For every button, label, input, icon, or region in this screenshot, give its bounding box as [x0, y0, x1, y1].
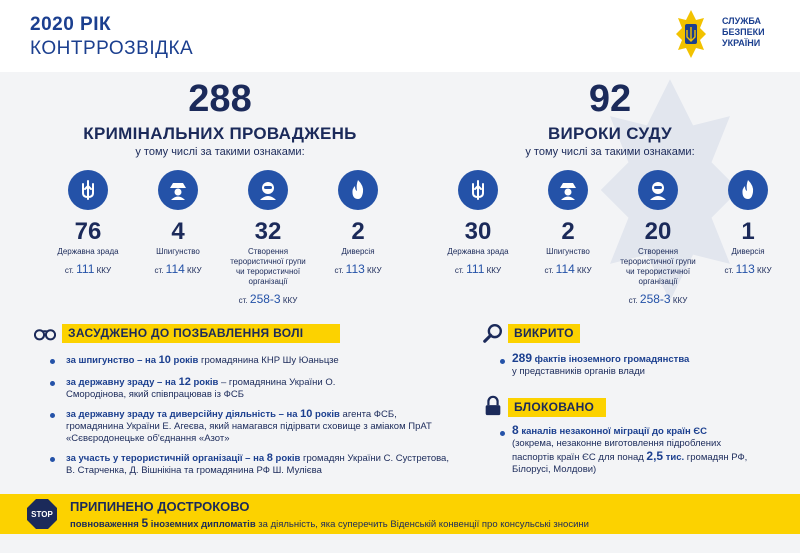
convicted-item	[66, 452, 456, 477]
stat-article	[308, 262, 408, 276]
stat-article	[608, 292, 708, 306]
convicted-item-unit: років	[272, 453, 301, 464]
convicted-item-unit: років	[170, 355, 199, 366]
blocked-rest-2: громадян РФ, Білорусі, Молдови)	[512, 452, 748, 475]
convicted-heading: ЗАСУДЖЕНО ДО ПОЗБАВЛЕННЯ ВОЛІ	[62, 324, 340, 343]
exposed-rest: у представників органів влади	[512, 366, 645, 377]
convicted-item-lead: за шпигунство – на	[66, 355, 159, 366]
convicted-item-years: 10	[158, 354, 171, 366]
stopped-text	[70, 516, 589, 530]
article-number: 111	[466, 262, 485, 276]
convicted-item	[66, 354, 446, 367]
verdicts-label: ВИРОКИ СУДУ	[547, 124, 673, 143]
stat-article	[428, 262, 528, 276]
trident-icon-badge	[68, 170, 108, 210]
logo-text-line: БЕЗПЕКИ	[722, 27, 765, 37]
spy-icon-badge	[548, 170, 588, 210]
convicted-item-years: 12	[178, 376, 191, 388]
stat-description: Державна зрада	[57, 247, 119, 256]
blocked-bold-2: тис.	[663, 452, 685, 463]
convicted-item	[66, 376, 396, 401]
article-suffix: ККУ	[672, 296, 688, 305]
article-number: 258-3	[249, 292, 281, 306]
convicted-item-unit: років	[190, 377, 219, 388]
stat-value: 76	[74, 218, 102, 245]
article-suffix: ККУ	[282, 296, 298, 305]
convicted-item-text: громадян України С. Сустретова, В. Старченка, Д. Вішнікіна та громадянина РФ Ш. Мулієва	[66, 453, 449, 476]
article-number: 111	[76, 262, 95, 276]
trident-icon	[466, 178, 490, 202]
article-prefix: ст.	[544, 266, 554, 275]
criminal-cases-total: 288	[188, 78, 252, 120]
list-bullet	[50, 381, 55, 386]
stat-value: 30	[464, 218, 492, 245]
spy-icon	[556, 178, 580, 202]
list-bullet	[50, 413, 55, 418]
logo-text	[722, 16, 765, 49]
stat-value: 32	[254, 218, 282, 245]
stat-value: 1	[741, 218, 755, 245]
verdicts-sub: у тому числі за такими ознаками:	[525, 146, 695, 158]
article-prefix: ст.	[454, 266, 464, 275]
article-prefix: ст.	[64, 266, 74, 275]
convicted-item	[66, 408, 446, 445]
article-number: 258-3	[639, 292, 671, 306]
logo-text-line: СЛУЖБА	[722, 16, 761, 26]
verdicts-total: 92	[588, 78, 632, 120]
convicted-item-lead: за державну зраду – на	[66, 377, 179, 388]
flame-icon-badge	[728, 170, 768, 210]
criminal-cases-sub: у тому числі за такими ознаками:	[135, 146, 305, 158]
convicted-item-text: агента ФСБ, громадянина України Е. Агеєва, який намагався підірвати сховище з аміаком ПрАТ «Сєвєродонецьке об'єднання «Азот»	[66, 409, 432, 444]
stopped-lead: повноваження	[70, 519, 142, 530]
stopped-bold: іноземних дипломатів	[148, 519, 256, 530]
article-suffix: ККУ	[96, 266, 112, 275]
blocked-heading: БЛОКОВАНО	[508, 398, 606, 417]
article-prefix: ст.	[724, 266, 734, 275]
stat-value: 2	[561, 218, 575, 245]
article-number: 113	[345, 262, 365, 276]
article-suffix: ККУ	[757, 266, 772, 275]
convicted-item-text: – громадянина України О. Смородінова, який співпрацював із ФСБ	[66, 377, 336, 400]
trident-icon	[76, 178, 100, 202]
year-title: 2020 РІК	[30, 14, 112, 35]
convicted-item-lead: за державну зраду та диверсійну діяльність – на	[66, 409, 301, 420]
stat-article	[218, 292, 318, 306]
stat-value: 4	[171, 218, 185, 245]
article-suffix: ККУ	[367, 266, 382, 275]
exposed-bold: фактів іноземного громадянства	[532, 354, 690, 365]
stat-description: Диверсія	[341, 247, 375, 256]
article-prefix: ст.	[154, 266, 164, 275]
stat-article	[518, 262, 618, 276]
logo-text-line: УКРАЇНИ	[722, 38, 761, 48]
spy-icon-badge	[158, 170, 198, 210]
flame-icon-badge	[338, 170, 378, 210]
stopped-heading: ПРИПИНЕНО ДОСТРОКОВО	[70, 499, 250, 514]
stat-description: Державна зрада	[447, 247, 509, 256]
padlock-icon	[482, 395, 504, 417]
magnifier-icon	[482, 322, 504, 344]
article-suffix: ККУ	[577, 266, 592, 275]
stat-value: 20	[644, 218, 672, 245]
exposed-heading: ВИКРИТО	[508, 324, 580, 343]
list-bullet	[50, 457, 55, 462]
page-subtitle: КОНТРРОЗВІДКА	[30, 38, 194, 59]
stop-sign-label: STOP	[31, 510, 53, 519]
stat-value: 2	[351, 218, 365, 245]
article-number: 113	[735, 262, 755, 276]
stat-description: Створення терористичної групи чи терористичної організації	[620, 247, 696, 286]
convicted-item-years: 8	[266, 452, 273, 464]
article-suffix: ККУ	[486, 266, 502, 275]
article-number: 114	[555, 262, 575, 276]
stat-article	[38, 262, 138, 276]
stopped-rest: за діяльність, яка суперечить Віденській конвенції про консульські зносини	[255, 519, 589, 530]
sbu-emblem-icon	[676, 8, 706, 60]
stat-article	[698, 262, 798, 276]
convicted-item-text: громадянина КНР Шу Юаньцзе	[198, 355, 339, 366]
flame-icon	[736, 178, 760, 202]
terrorist-icon	[256, 178, 280, 202]
convicted-item-unit: років	[312, 409, 340, 420]
criminal-cases-label: КРИМІНАЛЬНИХ ПРОВАДЖЕНЬ	[83, 124, 357, 143]
blocked-count: 8	[512, 423, 519, 437]
article-prefix: ст.	[334, 266, 344, 275]
list-bullet	[50, 359, 55, 364]
blocked-count-2: 2,5	[646, 449, 664, 463]
trident-icon-badge	[458, 170, 498, 210]
list-bullet	[500, 431, 505, 436]
terrorist-icon	[646, 178, 670, 202]
terrorist-icon-badge	[248, 170, 288, 210]
exposed-count: 289	[512, 351, 533, 365]
blocked-bold: каналів незаконної міграції до країн ЄС	[518, 426, 707, 437]
stat-article	[128, 262, 228, 276]
article-suffix: ККУ	[187, 266, 202, 275]
article-prefix: ст.	[238, 296, 248, 305]
article-prefix: ст.	[628, 296, 638, 305]
blocked-text	[512, 424, 762, 476]
stat-description: Створення терористичної групи чи терористичної організації	[230, 247, 306, 286]
stop-sign-icon	[26, 498, 58, 530]
blocked-rest: (зокрема, незаконне виготовлення підроблених паспортів країн ЄС для понад	[512, 438, 722, 463]
convicted-item-lead: за участь у терористичній організації – на	[66, 453, 267, 464]
stat-description: Диверсія	[731, 247, 765, 256]
stopped-count: 5	[141, 516, 149, 530]
handcuffs-icon	[34, 322, 56, 344]
list-bullet	[500, 359, 505, 364]
stat-description: Шпигунство	[546, 247, 590, 256]
terrorist-icon-badge	[638, 170, 678, 210]
stat-description: Шпигунство	[156, 247, 200, 256]
article-number: 114	[165, 262, 185, 276]
exposed-text	[512, 352, 762, 378]
convicted-item-years: 10	[300, 408, 313, 420]
spy-icon	[166, 178, 190, 202]
flame-icon	[346, 178, 370, 202]
